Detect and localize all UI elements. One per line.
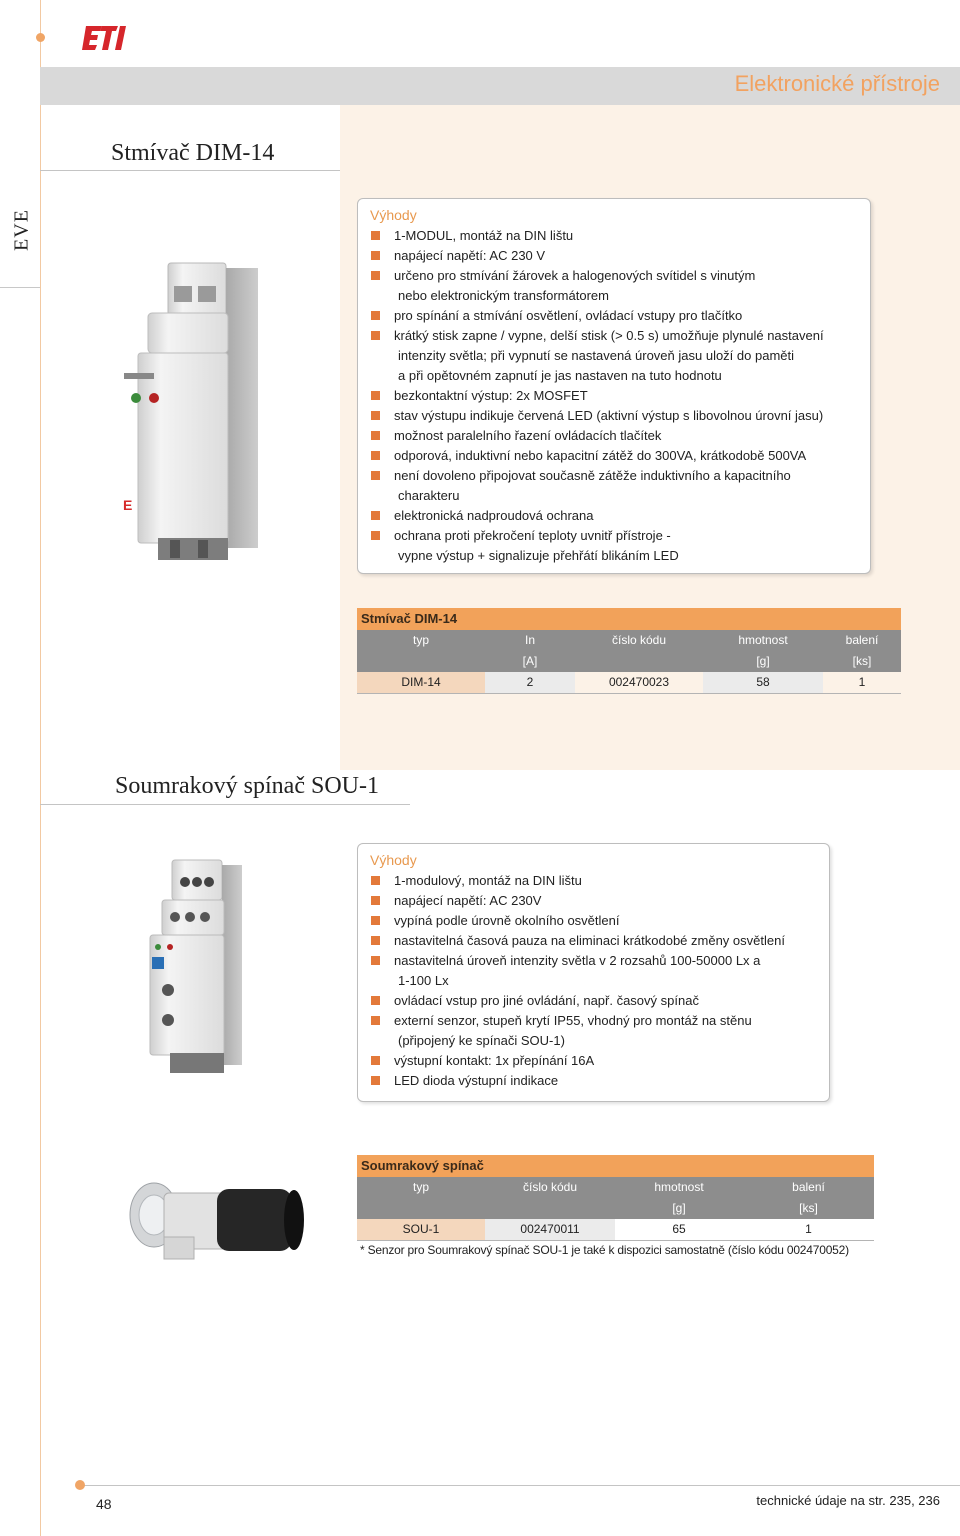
list-item-text: elektronická nadproudová ochrana xyxy=(394,508,594,523)
footer-dot xyxy=(75,1480,85,1490)
list-item-text: ovládací vstup pro jiné ovládání, např. časový spínač xyxy=(394,993,699,1008)
square-bullet-icon xyxy=(371,896,380,905)
square-bullet-icon xyxy=(371,311,380,320)
square-bullet-icon xyxy=(371,936,380,945)
list-item-text: určeno pro stmívání žárovek a halogenových svítidel s vinutým xyxy=(394,268,756,283)
list-item-text: ochrana proti překročení teploty uvnitř přístroje - xyxy=(394,528,671,543)
list-item xyxy=(370,546,858,566)
dim14-benefits-list xyxy=(370,226,858,566)
unit-pack: [ks] xyxy=(852,654,872,668)
square-bullet-icon xyxy=(371,451,380,460)
square-bullet-icon xyxy=(371,996,380,1005)
list-item xyxy=(370,306,858,326)
sou1-table-units xyxy=(357,1198,874,1219)
table-row xyxy=(357,1219,874,1241)
list-item xyxy=(370,951,817,971)
square-bullet-icon xyxy=(371,916,380,925)
square-bullet-icon xyxy=(371,1016,380,1025)
square-bullet-icon xyxy=(371,1076,380,1085)
left-guide-line xyxy=(40,0,41,1536)
list-item xyxy=(370,366,858,386)
dim14-title-underline xyxy=(40,170,340,171)
side-tab-label: EVE xyxy=(10,209,33,251)
square-bullet-icon xyxy=(371,331,380,340)
list-item-text: nastavitelná úroveň intenzity světla v 2 rozsahů 100-50000 Lx a xyxy=(394,953,761,968)
square-bullet-icon xyxy=(371,531,380,540)
list-item xyxy=(370,971,817,991)
list-item-text: vypíná podle úrovně okolního osvětlení xyxy=(394,913,620,928)
footer-line xyxy=(80,1485,960,1486)
list-item-text: napájecí napětí: AC 230V xyxy=(394,893,542,908)
table-row xyxy=(357,672,901,694)
list-item-text: není dovoleno připojovat současně zátěže induktivního a kapacitního xyxy=(394,468,791,483)
list-item-text: možnost paralelního řazení ovládacích tlačítek xyxy=(394,428,662,443)
list-item xyxy=(370,991,817,1011)
cell-code: 002470023 xyxy=(608,675,670,689)
square-bullet-icon xyxy=(371,271,380,280)
dim14-title: Stmívač DIM-14 xyxy=(111,140,275,166)
sou1-table-title: Soumrakový spínač xyxy=(357,1155,874,1177)
unit-weight: [g] xyxy=(756,654,770,668)
list-item-text: nebo elektronickým transformátorem xyxy=(398,288,609,303)
cell-in: 2 xyxy=(485,672,575,693)
sou1-table xyxy=(357,1155,874,1241)
square-bullet-icon xyxy=(371,471,380,480)
unit-weight: [g] xyxy=(672,1201,686,1215)
list-item xyxy=(370,326,858,346)
col-pack: balení xyxy=(845,633,879,647)
col-code: číslo kódu xyxy=(522,1180,578,1194)
svg-text:E: E xyxy=(123,497,133,513)
list-item-text: výstupní kontakt: 1x přepínání 16A xyxy=(394,1053,595,1068)
list-item-text: (připojený ke spínači SOU-1) xyxy=(398,1033,565,1048)
list-item-text: externí senzor, stupeň krytí IP55, vhodný pro montáž na stěnu xyxy=(394,1013,752,1028)
dim14-benefits-box xyxy=(357,198,871,574)
list-item xyxy=(370,891,817,911)
cell-code: 002470011 xyxy=(485,1219,615,1240)
sou1-benefits-heading: Výhody xyxy=(370,852,417,868)
list-item xyxy=(370,446,858,466)
cell-weight: 65 xyxy=(672,1222,686,1236)
col-typ: typ xyxy=(412,633,429,647)
col-pack: balení xyxy=(792,1180,825,1194)
eti-logo xyxy=(82,22,128,54)
list-item xyxy=(370,911,817,931)
list-item xyxy=(370,266,858,286)
sou1-table-header xyxy=(357,1177,874,1198)
list-item xyxy=(370,1031,817,1051)
list-item xyxy=(370,466,858,486)
cell-pack: 1 xyxy=(805,1222,812,1236)
unit-code xyxy=(575,651,703,672)
sou1-benefits-list xyxy=(370,871,817,1091)
dim14-benefits-heading: Výhody xyxy=(370,207,417,223)
list-item-text: 1-modulový, montáž na DIN lištu xyxy=(394,873,582,888)
list-item-text: 1-MODUL, montáž na DIN lištu xyxy=(394,228,574,243)
list-item-text: stav výstupu indikuje červená LED (aktivní výstup s libovolnou úrovní jasu) xyxy=(394,408,824,423)
square-bullet-icon xyxy=(371,231,380,240)
sou1-device-image xyxy=(140,855,245,1077)
dim14-device-image xyxy=(118,258,278,563)
list-item-text: nastavitelná časová pauza na eliminaci krátkodobé změny osvětlení xyxy=(394,933,785,948)
square-bullet-icon xyxy=(371,411,380,420)
list-item-text: intenzity světla; při vypnutí se nastavená úroveň jasu uloží do paměti xyxy=(398,348,794,363)
unit-code xyxy=(485,1198,615,1219)
col-weight: hmotnost xyxy=(738,633,788,647)
list-item xyxy=(370,406,858,426)
col-code: číslo kódu xyxy=(611,633,667,647)
list-item xyxy=(370,871,817,891)
list-item xyxy=(370,486,858,506)
list-item xyxy=(370,386,858,406)
list-item-text: odporová, induktivní nebo kapacitní zátěž do 300VA, krátkodobě 500VA xyxy=(394,448,807,463)
cell-typ: SOU-1 xyxy=(357,1219,485,1240)
sou1-title-underline xyxy=(40,804,410,805)
list-item xyxy=(370,506,858,526)
cell-typ: DIM-14 xyxy=(357,672,485,693)
sensor-image xyxy=(122,1175,312,1265)
list-item-text: a při opětovném zapnutí je jas nastaven na tuto hodnotu xyxy=(398,368,722,383)
col-weight: hmotnost xyxy=(654,1180,704,1194)
list-item xyxy=(370,286,858,306)
square-bullet-icon xyxy=(371,251,380,260)
technical-data-reference: technické údaje na str. 235, 236 xyxy=(756,1493,940,1508)
list-item xyxy=(370,1011,817,1031)
dim14-table-units xyxy=(357,651,901,672)
square-bullet-icon xyxy=(371,511,380,520)
square-bullet-icon xyxy=(371,876,380,885)
list-item xyxy=(370,1071,817,1091)
col-in: In xyxy=(524,633,535,647)
header-dot xyxy=(36,33,45,42)
col-typ: typ xyxy=(412,1180,429,1194)
list-item-text: 1-100 Lx xyxy=(398,973,449,988)
sou1-title: Soumrakový spínač SOU-1 xyxy=(115,773,379,799)
square-bullet-icon xyxy=(371,431,380,440)
unit-pack: [ks] xyxy=(799,1201,818,1215)
dim14-table xyxy=(357,608,901,694)
square-bullet-icon xyxy=(371,956,380,965)
square-bullet-icon xyxy=(371,391,380,400)
dim14-table-header xyxy=(357,630,901,651)
list-item-text: charakteru xyxy=(398,488,460,503)
list-item xyxy=(370,426,858,446)
list-item xyxy=(370,246,858,266)
section-title: Elektronické přístroje xyxy=(734,71,940,96)
list-item-text: bezkontaktní výstup: 2x MOSFET xyxy=(394,388,588,403)
cell-pack: 1 xyxy=(858,675,866,689)
list-item xyxy=(370,1051,817,1071)
square-bullet-icon xyxy=(371,1056,380,1065)
unit-in: [A] xyxy=(522,654,538,668)
list-item xyxy=(370,346,858,366)
list-item xyxy=(370,931,817,951)
list-item-text: pro spínání a stmívání osvětlení, ovládací vstupy pro tlačítko xyxy=(394,308,743,323)
page-number: 48 xyxy=(96,1496,112,1512)
unit-typ xyxy=(357,1198,485,1219)
sensor-footnote: * Senzor pro Soumrakový spínač SOU-1 je také k dispozici samostatně (číslo kódu 002470052) xyxy=(360,1243,849,1257)
sou1-benefits-box xyxy=(357,843,830,1102)
list-item-text: vypne výstup + signalizuje přehřátí blikáním LED xyxy=(398,548,679,563)
unit-typ xyxy=(357,651,485,672)
list-item-text: napájecí napětí: AC 230 V xyxy=(394,248,546,263)
list-item xyxy=(370,226,858,246)
list-item-text: krátký stisk zapne / vypne, delší stisk (> 0.5 s) umožňuje plynulé nastavení xyxy=(394,328,824,343)
cell-weight: 58 xyxy=(703,672,823,693)
dim14-table-title: Stmívač DIM-14 xyxy=(357,608,901,630)
list-item-text: LED dioda výstupní indikace xyxy=(394,1073,559,1088)
list-item xyxy=(370,526,858,546)
